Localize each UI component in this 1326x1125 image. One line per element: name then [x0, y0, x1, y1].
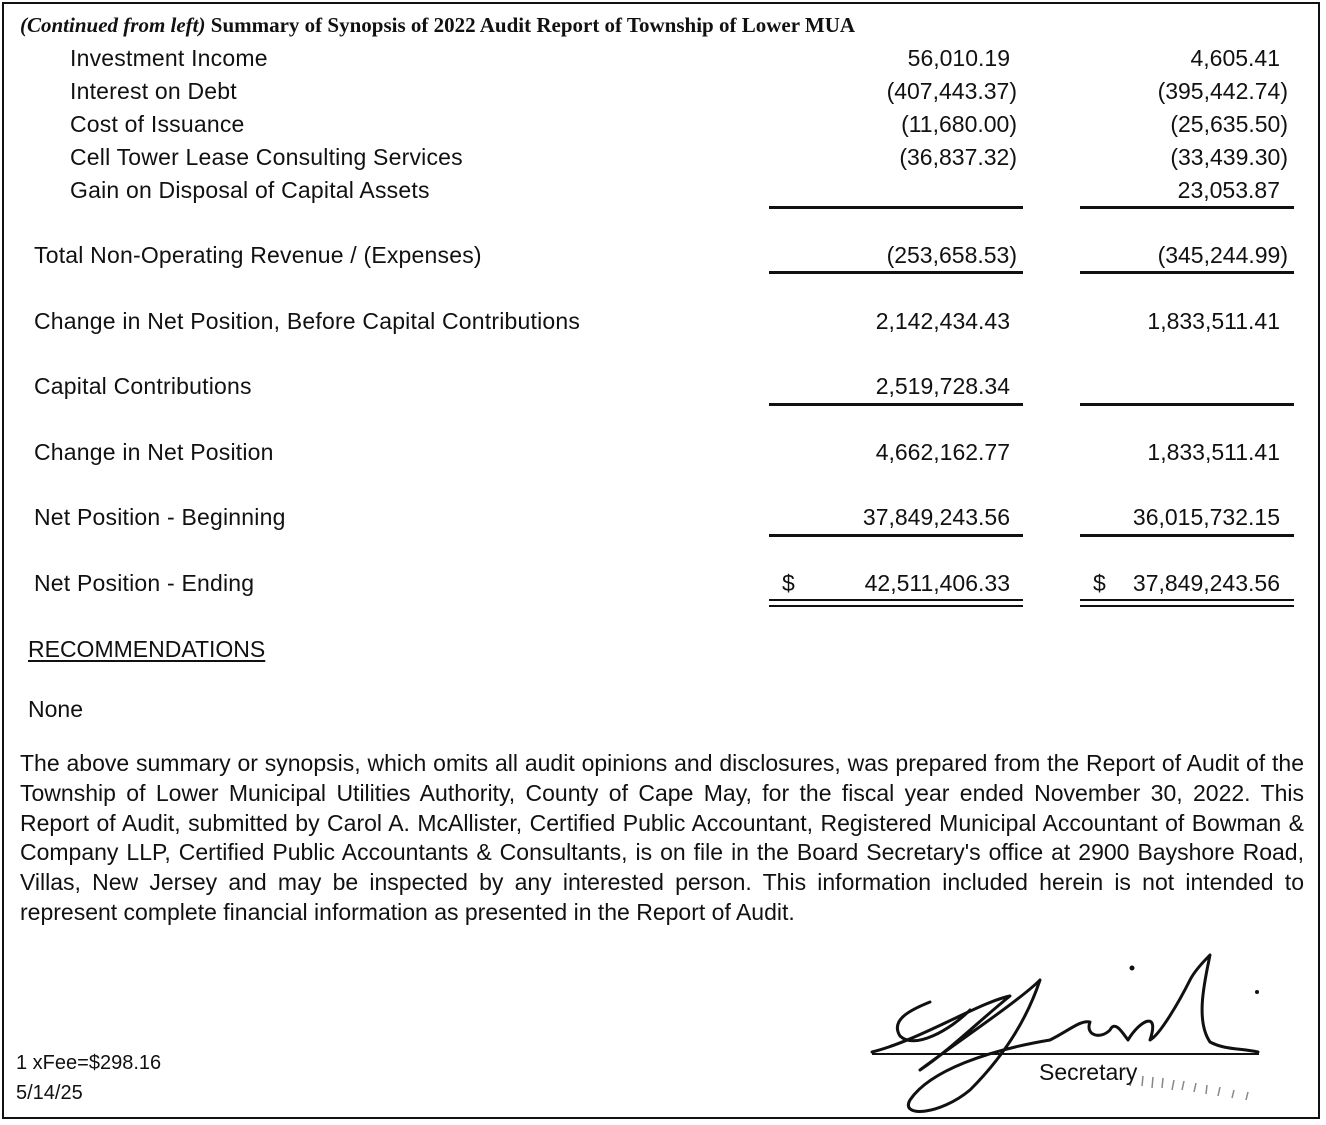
table-row [0, 439, 1326, 469]
col2-value: 1,833,511.41 [1147, 439, 1280, 465]
signature-image [860, 940, 1280, 1120]
currency-symbol: $ [1093, 570, 1106, 596]
row-label: Net Position - Beginning [34, 504, 286, 530]
table-row [0, 242, 1326, 272]
fee-line: 1 xFee=$298.16 [16, 1052, 162, 1074]
row-label: Capital Contributions [34, 373, 252, 399]
subtotal-rule [769, 403, 1023, 406]
header-title: Summary of Synopsis of 2022 Audit Report of Township of Lower MUA [210, 13, 856, 37]
col1-value: 4,662,162.77 [875, 439, 1010, 465]
total-double-rule [769, 599, 1023, 607]
col1-value: 2,519,728.34 [875, 373, 1010, 399]
synopsis-paragraph: The above summary or synopsis, which omits all audit opinions and disclosures, was prepared from the Report of Audit of the Township of Lower Municipal Utilities Authority, County of Cape May, for the fiscal year ended November 30, 2022. This Report of Audit, submitted by Carol A. McAllister, Certified Public Accountant, Registered Municipal Accountant of Bowman & Company LLP, Certified Public Accountants & Consultants, is on file in the Board Secretary's office at 2900 Bayshore Road, Villas, New Jersey and may be inspected by any interested person. This information included herein is not intended to represent complete financial information as presented in the Report of Audit. [20, 750, 1304, 925]
continued-note: (Continued from left) [20, 13, 206, 37]
table-row [0, 373, 1326, 403]
recommendations-body: None [28, 696, 83, 722]
table-row [0, 144, 1326, 174]
col1-value: (36,837.32) [899, 144, 1017, 170]
col2-value: (345,244.99) [1157, 242, 1288, 268]
subtotal-rule [1080, 271, 1294, 274]
row-label: Gain on Disposal of Capital Assets [70, 177, 430, 203]
row-label: Interest on Debt [70, 78, 237, 104]
subtotal-rule [769, 206, 1023, 209]
subtotal-rule [1080, 403, 1294, 406]
table-row [0, 111, 1326, 141]
row-label: Cost of Issuance [70, 111, 245, 137]
table-row [0, 177, 1326, 207]
secretary-label: Secretary [1039, 1059, 1138, 1085]
col2-value: 23,053.87 [1177, 177, 1280, 203]
subtotal-rule [1080, 534, 1294, 537]
col1-value: 56,010.19 [907, 45, 1010, 71]
page-header [20, 13, 855, 38]
col2-value: (33,439.30) [1170, 144, 1288, 170]
col1-value: 2,142,434.43 [875, 308, 1010, 334]
row-label: Change in Net Position [34, 439, 274, 465]
col2-value: 1,833,511.41 [1147, 308, 1280, 334]
col2-value: (25,635.50) [1170, 111, 1288, 137]
col1-value: (11,680.00) [901, 111, 1017, 137]
col1-value: (253,658.53) [886, 242, 1017, 268]
col1-value: 42,511,406.33 [864, 570, 1010, 596]
subtotal-rule [769, 271, 1023, 274]
table-row [0, 78, 1326, 108]
total-double-rule [1080, 599, 1294, 607]
table-row [0, 504, 1326, 534]
row-label: Investment Income [70, 45, 268, 71]
col1-value: (407,443.37) [886, 78, 1017, 104]
recommendations-heading: RECOMMENDATIONS [28, 636, 266, 662]
col1-value: 37,849,243.56 [862, 504, 1010, 530]
table-row [0, 308, 1326, 338]
row-label: Cell Tower Lease Consulting Services [70, 144, 463, 170]
fee-info [16, 1048, 161, 1108]
col2-value: (395,442.74) [1157, 78, 1288, 104]
currency-symbol: $ [782, 570, 795, 596]
row-label: Net Position - Ending [34, 570, 255, 596]
subtotal-rule [769, 534, 1023, 537]
table-row [0, 570, 1326, 600]
row-label: Total Non-Operating Revenue / (Expenses) [34, 242, 482, 268]
col2-value: 37,849,243.56 [1132, 570, 1280, 596]
signature-line [872, 1053, 1259, 1055]
row-label: Change in Net Position, Before Capital Contributions [34, 308, 581, 334]
table-row [0, 45, 1326, 75]
col2-value: 4,605.41 [1190, 45, 1280, 71]
col2-value: 36,015,732.15 [1132, 504, 1280, 530]
subtotal-rule [1080, 206, 1294, 209]
date-line: 5/14/25 [16, 1082, 83, 1104]
